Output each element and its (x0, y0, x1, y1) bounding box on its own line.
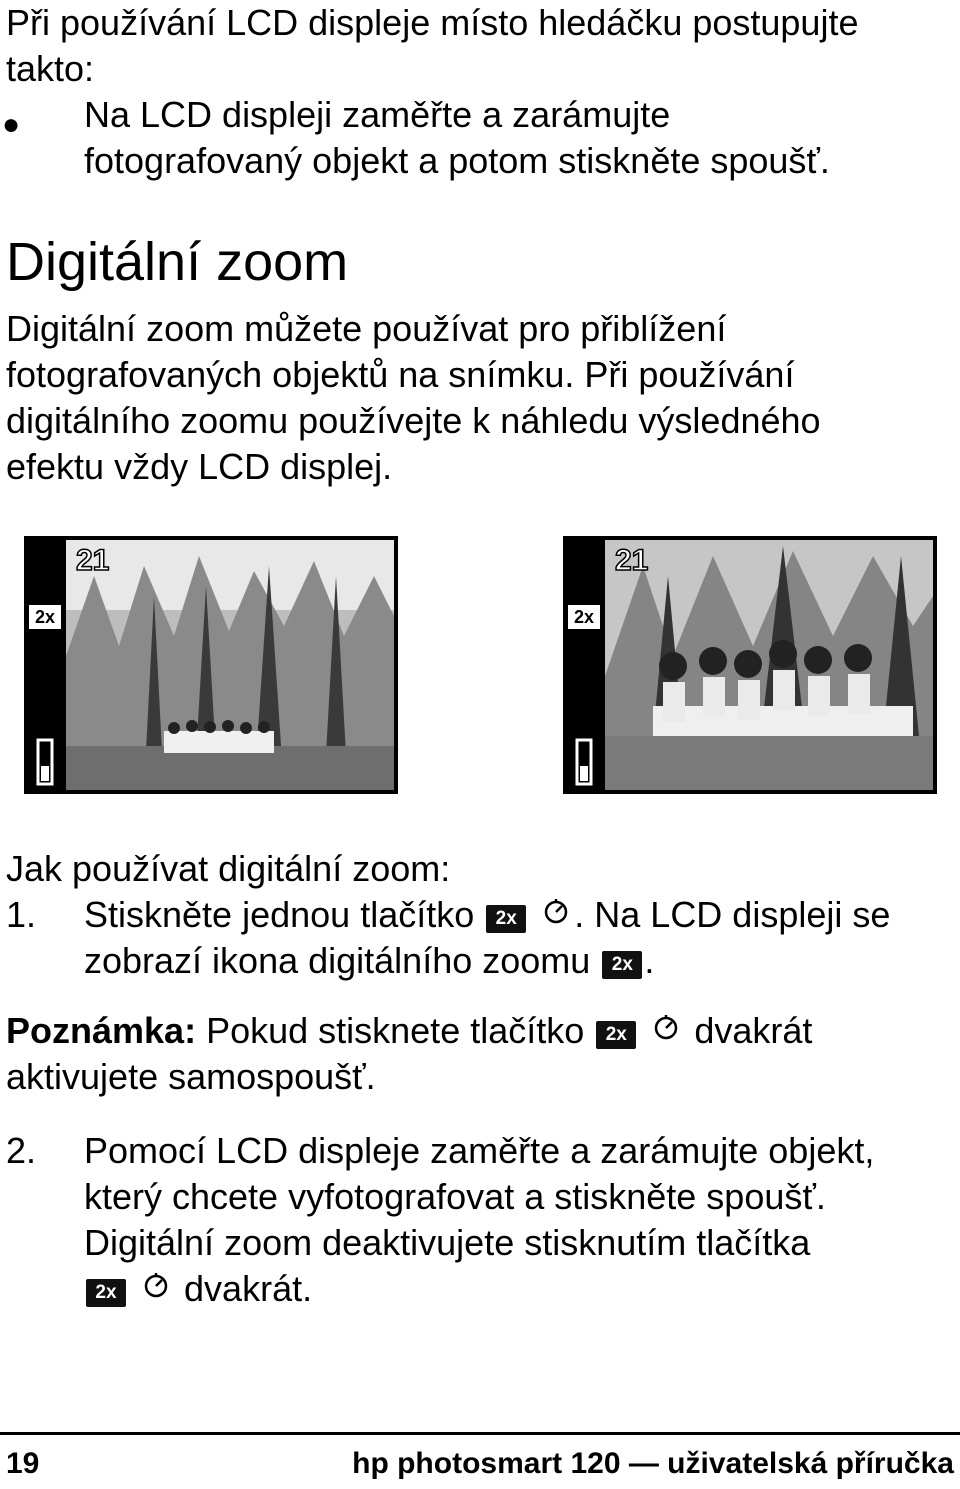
zoom-button-icon: 2x (596, 1021, 636, 1049)
step-2-line: Digitální zoom deaktivujete stisknutím tlačítka (84, 1222, 811, 1263)
note-line (6, 1008, 812, 1054)
step-number: 2. (6, 1130, 37, 1171)
step-2-line (84, 1266, 312, 1312)
note-text: Pokud stisknete tlačítko (196, 1010, 585, 1051)
self-timer-icon (542, 897, 570, 925)
step-2-line: Pomocí LCD displeje zaměřte a zarámujte objekt, (84, 1130, 875, 1171)
bullet-icon: ● (2, 108, 21, 141)
bullet-text: fotografovaný objekt a potom stiskněte spoušť. (84, 140, 830, 181)
bullet-text: Na LCD displeji zaměřte a zarámujte (84, 94, 671, 135)
paragraph-line: efektu vždy LCD displej. (6, 446, 393, 487)
step-2-line: který chcete vyfotografovat a stiskněte spoušť. (84, 1176, 826, 1217)
zoom-indicator-icon: 2x (602, 951, 642, 979)
zoom-button-icon: 2x (486, 905, 526, 933)
step-1-line (84, 892, 890, 938)
step-1-line (84, 938, 654, 984)
lcd-preview-zoomed (563, 536, 937, 794)
shot-counter: 21 (615, 544, 649, 577)
page-number: 19 (6, 1447, 40, 1480)
step-1-text: . (644, 940, 655, 981)
footer-divider (0, 1432, 960, 1435)
paragraph-line: Digitální zoom můžete používat pro přiblížení (6, 308, 727, 349)
howto-heading: Jak používat digitální zoom: (6, 848, 451, 889)
step-number: 1. (6, 894, 37, 935)
intro-line: Při používání LCD displeje místo hledáčku postupujte (6, 2, 859, 43)
shot-counter: 21 (76, 544, 110, 577)
lcd-preview-wide (24, 536, 398, 794)
intro-line: takto: (6, 48, 95, 89)
self-timer-icon (652, 1013, 680, 1041)
step-1-text: zobrazí ikona digitálního zoomu (84, 940, 591, 981)
note-label: Poznámka: (6, 1010, 197, 1051)
step-1-text: Stiskněte jednou tlačítko (84, 894, 475, 935)
step-1-text: . Na LCD displeji se (574, 894, 891, 935)
section-title: Digitální zoom (6, 232, 349, 292)
manual-title: hp photosmart 120 — uživatelská příručka (352, 1447, 954, 1480)
self-timer-icon (142, 1271, 170, 1299)
zoom-button-icon: 2x (86, 1279, 126, 1307)
zoom-2x-icon: 2x (573, 607, 595, 627)
paragraph-line: fotografovaných objektů na snímku. Při používání (6, 354, 795, 395)
step-2-text: dvakrát. (184, 1268, 313, 1309)
note-line: aktivujete samospoušť. (6, 1056, 376, 1097)
note-text: dvakrát (694, 1010, 813, 1051)
zoom-2x-icon: 2x (34, 607, 56, 627)
paragraph-line: digitálního zoomu používejte k náhledu výsledného (6, 400, 821, 441)
